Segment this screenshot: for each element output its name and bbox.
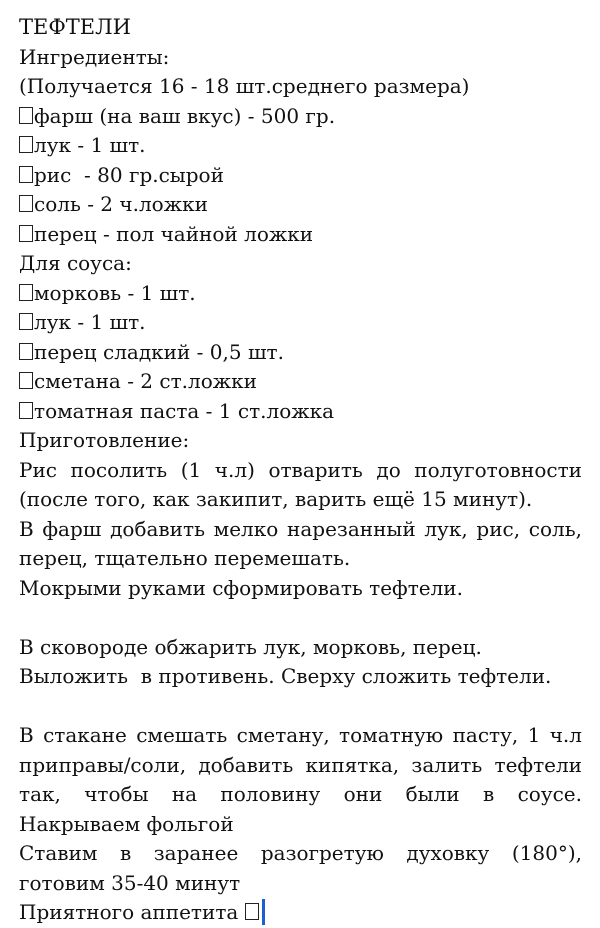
step-form: Мокрыми руками сформировать тефтели.	[19, 575, 463, 600]
step-fry: В сковороде обжарить лук, морковь, перец.	[19, 634, 482, 659]
sauce-ingredient-item	[19, 367, 582, 397]
recipe-document[interactable]	[19, 13, 582, 928]
yield-note: (Получается 16 - 18 шт.среднего размера)	[19, 74, 470, 98]
checkbox-glyph-icon	[19, 313, 33, 330]
closing-text: Приятного аппетита	[19, 900, 239, 924]
ingredient-text: лук - 1 шт.	[34, 133, 146, 157]
ingredient-text: соль - 2 ч.ложки	[34, 192, 208, 216]
ingredient-item	[19, 220, 582, 250]
ingredient-item	[19, 131, 582, 161]
sauce-ingredient-text: перец сладкий - 0,5 шт.	[34, 339, 284, 364]
preparation-heading: Приготовление:	[19, 428, 190, 452]
sauce-ingredient-text: лук - 1 шт.	[34, 310, 146, 334]
checkbox-glyph-icon	[19, 107, 33, 124]
ingredients-heading: Ингредиенты:	[19, 44, 170, 69]
checkbox-glyph-icon	[19, 372, 33, 389]
checkbox-glyph-icon	[19, 195, 33, 212]
step-lay-out: Выложить в противень. Сверху сложить тефтели.	[19, 664, 552, 688]
sauce-ingredient-item	[19, 338, 582, 368]
sauce-ingredient-text: томатная паста - 1 ст.ложка	[34, 398, 335, 423]
ingredient-text: рис - 80 гр.сырой	[34, 162, 224, 187]
checkbox-glyph-icon	[19, 284, 33, 301]
checkbox-glyph-icon	[19, 136, 33, 153]
text-cursor[interactable]	[262, 899, 265, 925]
step-cover: Накрываем фольгой	[19, 811, 234, 836]
ingredient-text: перец - пол чайной ложки	[34, 221, 314, 246]
sauce-ingredient-text: сметана - 2 ст.ложки	[34, 369, 257, 393]
checkbox-glyph-icon	[245, 903, 259, 920]
sauce-ingredient-item	[19, 308, 582, 338]
checkbox-glyph-icon	[19, 402, 33, 419]
step-oven-line-1: Ставим в заранее разогретую духовку (180°),	[19, 841, 582, 865]
ingredient-item	[19, 190, 582, 220]
checkbox-glyph-icon	[19, 225, 33, 242]
step-mince-line-1: В фарш добавить мелко нарезанный лук, рис, соль,	[19, 516, 582, 541]
step-rice-line-2: (после того, как закипит, варить ещё 15 минут).	[19, 487, 533, 511]
step-sauce-line-1: В стакане смешать сметану, томатную пасту, 1 ч.л	[19, 723, 582, 747]
ingredient-text: фарш (на ваш вкус) - 500 гр.	[34, 103, 336, 128]
paragraph-spacer	[19, 692, 582, 722]
ingredient-item	[19, 102, 582, 132]
step-rice-line-1: Рис посолить (1 ч.л) отварить до полуготовности	[19, 457, 582, 482]
sauce-heading: Для соуса:	[19, 251, 132, 275]
sauce-ingredient-item	[19, 279, 582, 309]
closing-line	[19, 898, 582, 928]
step-sauce-line-3: так, чтобы на половину они были в соусе.	[19, 782, 582, 806]
step-mince-line-2: перец, тщательно перемешать.	[19, 546, 351, 570]
step-sauce-line-2: приправы/соли, добавить кипятка, залить тефтели	[19, 752, 582, 777]
recipe-title: ТЕФТЕЛИ	[19, 15, 131, 39]
ingredient-item	[19, 161, 582, 191]
sauce-ingredient-text: морковь - 1 шт.	[34, 280, 196, 305]
checkbox-glyph-icon	[19, 166, 33, 183]
sauce-ingredient-item	[19, 397, 582, 427]
paragraph-spacer	[19, 603, 582, 633]
step-oven-line-2: готовим 35-40 минут	[19, 870, 241, 895]
checkbox-glyph-icon	[19, 343, 33, 360]
